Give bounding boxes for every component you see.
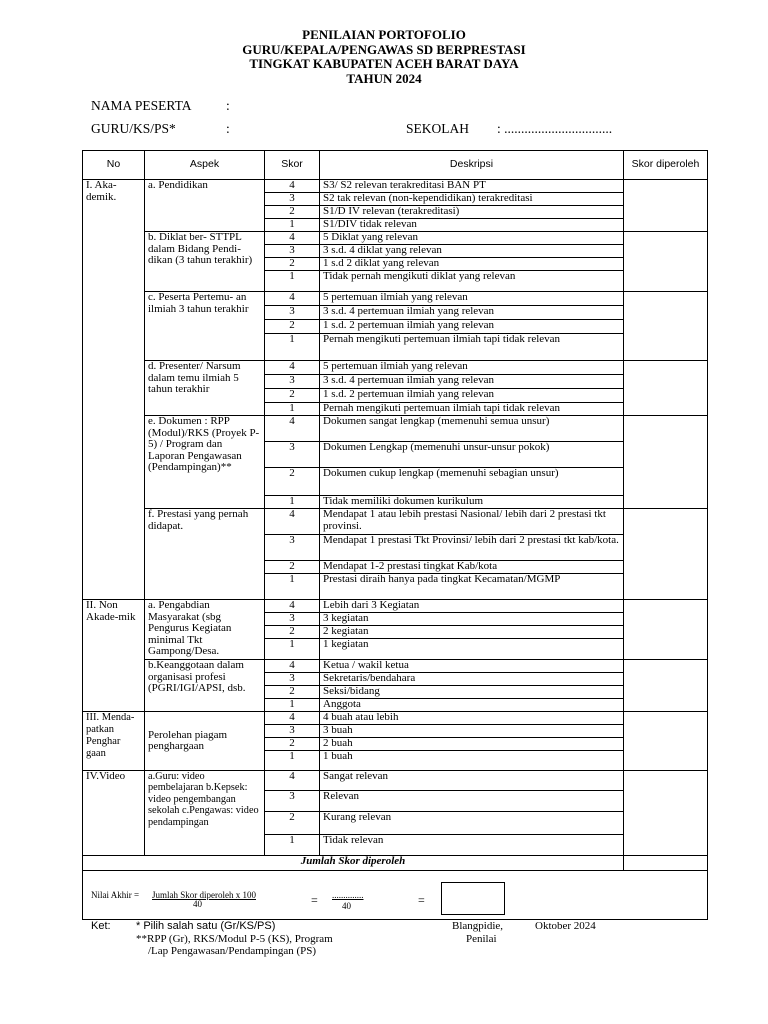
title-line-2: GURU/KEPALA/PENGAWAS SD BERPRESTASI [242,41,526,57]
aspek-pengabdian: a. Pengabdian Masyarakat (sbg Pengurus Kegiatan minimal Tkt Gampong/Desa. [145,600,265,660]
aspek-dokumen: e. Dokumen : RPP (Modul)/RKS (Proyek P-5) / Program dan Laporan Pengawasan (Pendampingan)** [145,416,265,509]
description-cell: S1/D IV relevan (terakreditasi) [320,206,624,219]
description-cell: S2 tak relevan (non-kependidikan) terakreditasi [320,193,624,206]
description-cell: 5 Diklat yang relevan [320,232,624,245]
table-row [83,771,708,791]
no-mendapatkan-penghargaan: III. Menda-patkan Penghar gaan [83,712,145,771]
final-score-box[interactable] [441,882,505,915]
description-cell: Pernah mengikuti pertemuan ilmiah tapi tidak relevan [320,403,624,416]
ket-note-3: /Lap Pengawasan/Pendampingan (PS) [148,945,317,957]
aspek-diklat: b. Diklat ber- STTPL dalam Bidang Pendi- dikan (3 tahun terakhir) [145,232,265,292]
nama-peserta-label: NAMA PESERTA [91,98,192,113]
score-cell: 2 [265,626,320,639]
nilai-akhir-dots: .............. [332,890,364,900]
table-row [83,232,708,245]
score-cell: 1 [265,403,320,416]
description-cell: S1/DIV tidak relevan [320,219,624,232]
nilai-akhir-label: Nilai Akhir = [91,890,140,900]
description-cell: 1 kegiatan [320,639,624,660]
score-cell: 1 [265,751,320,771]
score-cell: 2 [265,686,320,699]
equals-sign-2: = [418,893,425,907]
table-row [83,361,708,375]
description-cell: 5 pertemuan ilmiah yang relevan [320,292,624,306]
description-cell: Ketua / wakil ketua [320,660,624,673]
ket-note-2: **RPP (Gr), RKS/Modul P-5 (KS), Program [136,933,333,945]
score-cell: 3 [265,306,320,320]
aspek-video: a.Guru: video pembelajaran b.Kepsek: video pengembangan sekolah c.Pengawas: video pendampingan [145,771,265,856]
score-cell: 4 [265,232,320,245]
score-cell: 3 [265,725,320,738]
description-cell: Dokumen Lengkap (memenuhi unsur-unsur pokok) [320,442,624,468]
score-cell: 3 [265,442,320,468]
portfolio-score-table [82,150,708,920]
score-cell: 4 [265,416,320,442]
ket-note-1: * Pilih salah satu (Gr/KS/PS) [136,920,276,932]
title-line-3: TINGKAT KABUPATEN ACEH BARAT DAYA [249,56,519,71]
ket-label: Ket: [91,920,111,932]
description-cell: 3 s.d. 4 pertemuan ilmiah yang relevan [320,306,624,320]
score-cell: 1 [265,699,320,712]
description-cell: Mendapat 1 prestasi Tkt Provinsi/ lebih dari 2 prestasi tkt kab/kota. [320,535,624,561]
score-cell: 3 [265,245,320,258]
score-cell: 3 [265,613,320,626]
score-cell: 2 [265,561,320,574]
score-cell: 2 [265,812,320,835]
score-cell: 3 [265,673,320,686]
title-line-4: TAHUN 2024 [346,70,422,86]
no-non-akademik: II. Non Akade-mik [83,600,145,712]
description-cell: 2 buah [320,738,624,751]
table-header-row [83,151,708,180]
description-cell: 1 s.d. 2 pertemuan ilmiah yang relevan [320,389,624,403]
score-cell: 1 [265,639,320,660]
sekolah-label: SEKOLAH [406,121,469,136]
score-obtained-cell[interactable] [624,600,708,660]
score-cell: 2 [265,738,320,751]
aspek-pendidikan: a. Pendidikan [145,180,265,232]
score-obtained-cell[interactable] [624,292,708,361]
table-row [83,600,708,613]
score-obtained-cell[interactable] [624,771,708,856]
score-obtained-cell[interactable] [624,509,708,600]
score-cell: 3 [265,535,320,561]
description-cell: Relevan [320,791,624,812]
description-cell: Kurang relevan [320,812,624,835]
description-cell: 1 s.d 2 diklat yang relevan [320,258,624,271]
score-cell: 4 [265,292,320,306]
title-line-1: PENILAIAN PORTOFOLIO [302,27,466,42]
description-cell: Prestasi diraih hanya pada tingkat Kecamatan/MGMP [320,574,624,600]
score-obtained-cell[interactable] [624,416,708,509]
aspek-keanggotaan: b.Keanggotaan dalam organisasi profesi (PGRI/IGI/APSI, dsb. [145,660,265,712]
score-cell: 1 [265,334,320,361]
description-cell: 4 buah atau lebih [320,712,624,725]
description-cell: Dokumen cukup lengkap (memenuhi sebagian unsur) [320,468,624,496]
description-cell: 3 buah [320,725,624,738]
table-row [83,180,708,193]
description-cell: Mendapat 1 atau lebih prestasi Nasional/ lebih dari 2 prestasi tkt provinsi. [320,509,624,535]
description-cell: Dokumen sangat lengkap (memenuhi semua unsur) [320,416,624,442]
sign-role: Penilai [466,933,497,945]
score-cell: 4 [265,600,320,613]
aspek-pertemuan-ilmiah: c. Peserta Pertemu- an ilmiah 3 tahun terakhir [145,292,265,361]
score-cell: 1 [265,219,320,232]
total-score-label: Jumlah Skor diperoleh [83,856,624,871]
score-cell: 3 [265,193,320,206]
score-obtained-cell[interactable] [624,180,708,232]
score-cell: 3 [265,375,320,389]
score-cell: 4 [265,180,320,193]
score-cell: 4 [265,771,320,791]
description-cell: Tidak pernah mengikuti diklat yang relevan [320,271,624,292]
table-row [83,416,708,442]
score-cell: 2 [265,468,320,496]
equals-sign-1: = [311,893,318,907]
score-cell: 4 [265,660,320,673]
score-cell: 3 [265,791,320,812]
description-cell: 2 kegiatan [320,626,624,639]
score-cell: 1 [265,574,320,600]
nilai-akhir-denominator-2: 40 [342,901,351,911]
table-row [83,712,708,725]
score-cell: 4 [265,712,320,725]
description-cell: Tidak memiliki dokumen kurikulum [320,496,624,509]
description-cell: 1 s.d. 2 pertemuan ilmiah yang relevan [320,320,624,334]
guru-ks-ps-label: GURU/KS/PS* [91,121,176,136]
aspek-piagam: Perolehan piagam penghargaan [145,712,265,771]
header-deskripsi: Deskripsi [320,151,624,180]
description-cell: Anggota [320,699,624,712]
nilai-akhir-denominator: 40 [193,899,202,909]
score-cell: 2 [265,206,320,219]
header-aspek: Aspek [145,151,265,180]
description-cell: Tidak relevan [320,835,624,856]
score-obtained-cell[interactable] [624,712,708,771]
score-cell: 2 [265,320,320,334]
description-cell: 3 kegiatan [320,613,624,626]
table-row [83,509,708,535]
score-cell: 1 [265,835,320,856]
table-row [83,292,708,306]
no-akademik: I. Aka-demik. [83,180,145,600]
score-obtained-cell[interactable] [624,232,708,292]
description-cell: Sekretaris/bendahara [320,673,624,686]
description-cell: Sangat relevan [320,771,624,791]
description-cell: 3 s.d. 4 pertemuan ilmiah yang relevan [320,375,624,389]
sekolah-value: : ................................ [497,121,613,136]
document-title [0,28,768,86]
score-obtained-cell[interactable] [624,361,708,416]
aspek-prestasi: f. Prestasi yang pernah didapat. [145,509,265,600]
description-cell: Lebih dari 3 Kegiatan [320,600,624,613]
score-cell: 1 [265,496,320,509]
score-cell: 2 [265,389,320,403]
score-cell: 4 [265,361,320,375]
sign-date: Oktober 2024 [535,920,596,932]
score-obtained-cell[interactable] [624,660,708,712]
header-skor: Skor [265,151,320,180]
score-cell: 2 [265,258,320,271]
description-cell: Pernah mengikuti pertemuan ilmiah tapi tidak relevan [320,334,624,361]
header-skor-diperoleh: Skor diperoleh [624,151,708,180]
total-score-cell[interactable] [624,856,708,871]
no-video: IV.Video [83,771,145,856]
description-cell: 5 pertemuan ilmiah yang relevan [320,361,624,375]
header-no: No [83,151,145,180]
guru-ks-ps-colon: : [226,121,230,136]
description-cell: 3 s.d. 4 diklat yang relevan [320,245,624,258]
description-cell: 1 buah [320,751,624,771]
description-cell: S3/ S2 relevan terakreditasi BAN PT [320,180,624,193]
description-cell: Mendapat 1-2 prestasi tingkat Kab/kota [320,561,624,574]
description-cell: Seksi/bidang [320,686,624,699]
total-row [83,856,708,871]
score-cell: 1 [265,271,320,292]
nilai-akhir-numerator: Jumlah Skor diperoleh x 100 [152,890,256,900]
score-cell: 4 [265,509,320,535]
table-row [83,660,708,673]
aspek-presenter: d. Presenter/ Narsum dalam temu ilmiah 5 tahun terakhir [145,361,265,416]
nama-peserta-colon: : [226,98,230,113]
sign-place: Blangpidie, [452,920,504,932]
